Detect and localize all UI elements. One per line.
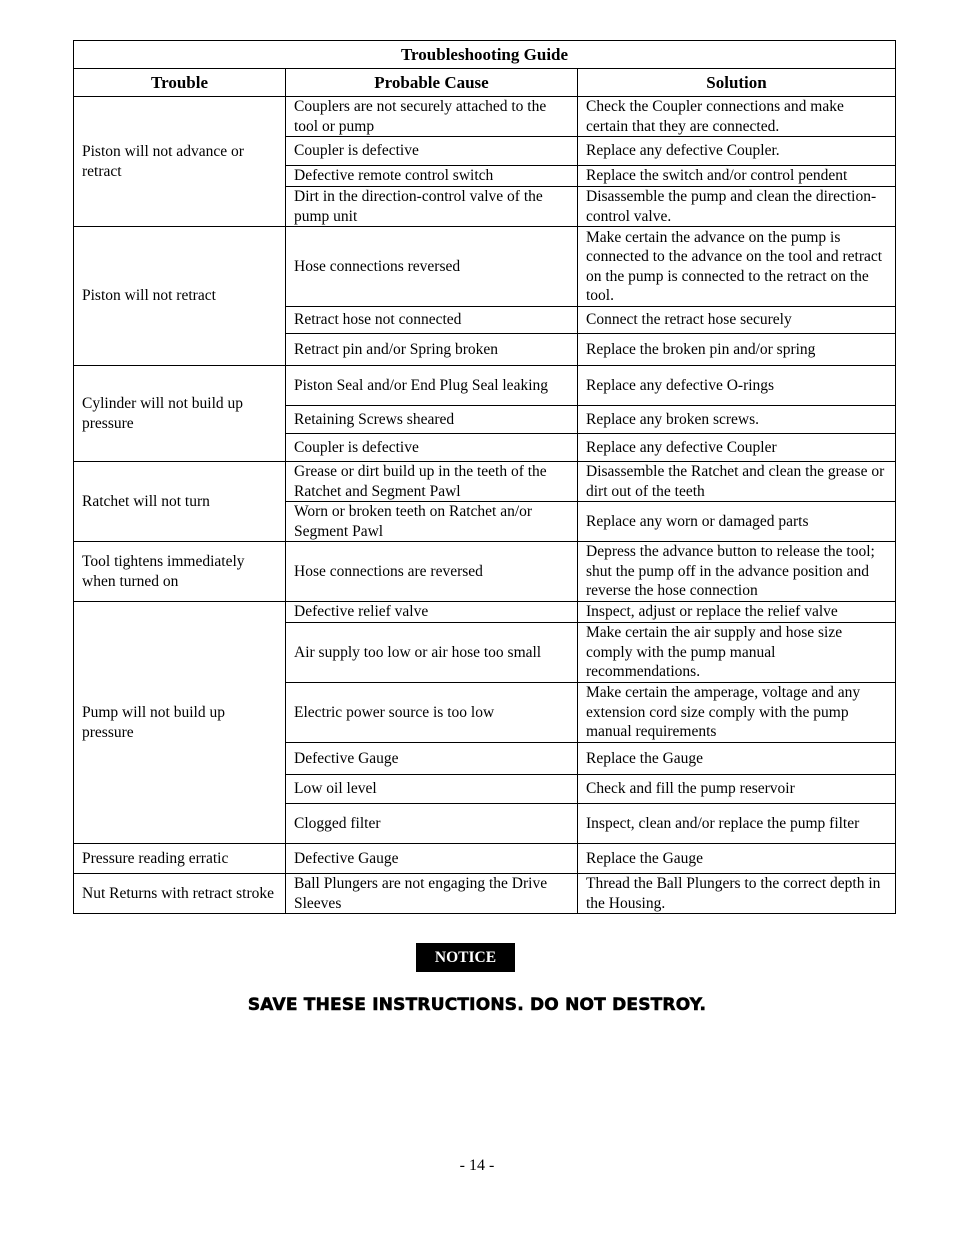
solution-cell: Make certain the air supply and hose size comply with the pump manual recommendations.	[578, 623, 896, 683]
troubleshooting-table	[73, 40, 896, 914]
cause-cell: Hose connections reversed	[286, 227, 578, 307]
solution-cell: Replace any worn or damaged parts	[578, 502, 896, 542]
cause-cell: Dirt in the direction-control valve of the pump unit	[286, 187, 578, 227]
table-row	[74, 366, 896, 406]
solution-cell: Disassemble the Ratchet and clean the grease or dirt out of the teeth	[578, 462, 896, 502]
trouble-cell: Pressure reading erratic	[74, 844, 286, 874]
table-title: Troubleshooting Guide	[74, 41, 896, 69]
cause-cell: Defective relief valve	[286, 602, 578, 623]
solution-cell: Replace any defective O-rings	[578, 366, 896, 406]
trouble-cell: Piston will not retract	[74, 227, 286, 366]
trouble-cell: Piston will not advance or retract	[74, 97, 286, 227]
trouble-cell: Nut Returns with retract stroke	[74, 874, 286, 914]
trouble-cell: Tool tightens immediately when turned on	[74, 542, 286, 602]
solution-cell: Depress the advance button to release the tool; shut the pump off in the advance position and reverse the hose connection	[578, 542, 896, 602]
notice-badge: NOTICE	[416, 943, 515, 972]
cause-cell: Low oil level	[286, 775, 578, 804]
cause-cell: Clogged filter	[286, 804, 578, 844]
cause-cell: Piston Seal and/or End Plug Seal leaking	[286, 366, 578, 406]
table-body	[74, 97, 896, 914]
solution-cell: Check the Coupler connections and make certain that they are connected.	[578, 97, 896, 137]
table-row	[74, 874, 896, 914]
solution-cell: Replace the Gauge	[578, 844, 896, 874]
cause-cell: Retract hose not connected	[286, 307, 578, 334]
solution-cell: Disassemble the pump and clean the direction-control valve.	[578, 187, 896, 227]
cause-cell: Coupler is defective	[286, 434, 578, 462]
solution-cell: Thread the Ball Plungers to the correct depth in the Housing.	[578, 874, 896, 914]
cause-cell: Retaining Screws sheared	[286, 406, 578, 434]
save-instructions-text: SAVE THESE INSTRUCTIONS. DO NOT DESTROY.	[247, 995, 707, 1015]
cause-cell: Coupler is defective	[286, 137, 578, 166]
solution-cell: Replace any defective Coupler.	[578, 137, 896, 166]
table-row	[74, 542, 896, 602]
cause-cell: Worn or broken teeth on Ratchet an/or Segment Pawl	[286, 502, 578, 542]
cause-cell: Retract pin and/or Spring broken	[286, 334, 578, 366]
trouble-cell: Ratchet will not turn	[74, 462, 286, 542]
table-row	[74, 602, 896, 623]
trouble-cell: Pump will not build up pressure	[74, 602, 286, 844]
solution-cell: Inspect, adjust or replace the relief valve	[578, 602, 896, 623]
table-row	[74, 462, 896, 502]
cause-cell: Ball Plungers are not engaging the Drive Sleeves	[286, 874, 578, 914]
cause-cell: Defective Gauge	[286, 844, 578, 874]
cause-cell: Electric power source is too low	[286, 683, 578, 743]
table-row	[74, 97, 896, 137]
solution-cell: Make certain the amperage, voltage and any extension cord size comply with the pump manual requirements	[578, 683, 896, 743]
table-row	[74, 844, 896, 874]
solution-cell: Replace any broken screws.	[578, 406, 896, 434]
trouble-cell: Cylinder will not build up pressure	[74, 366, 286, 462]
solution-cell: Replace the broken pin and/or spring	[578, 334, 896, 366]
page-number: - 14 -	[459, 1157, 495, 1174]
header-solution: Solution	[578, 69, 896, 97]
solution-cell: Replace the Gauge	[578, 743, 896, 775]
solution-cell: Connect the retract hose securely	[578, 307, 896, 334]
cause-cell: Grease or dirt build up in the teeth of the Ratchet and Segment Pawl	[286, 462, 578, 502]
cause-cell: Defective remote control switch	[286, 166, 578, 187]
solution-cell: Replace any defective Coupler	[578, 434, 896, 462]
cause-cell: Couplers are not securely attached to the tool or pump	[286, 97, 578, 137]
solution-cell: Inspect, clean and/or replace the pump filter	[578, 804, 896, 844]
cause-cell: Defective Gauge	[286, 743, 578, 775]
table-row	[74, 227, 896, 307]
header-trouble: Trouble	[74, 69, 286, 97]
cause-cell: Hose connections are reversed	[286, 542, 578, 602]
cause-cell: Air supply too low or air hose too small	[286, 623, 578, 683]
solution-cell: Replace the switch and/or control pendent	[578, 166, 896, 187]
header-probable-cause: Probable Cause	[286, 69, 578, 97]
solution-cell: Check and fill the pump reservoir	[578, 775, 896, 804]
solution-cell: Make certain the advance on the pump is connected to the advance on the tool and retract on the pump is connected to the retract on the tool.	[578, 227, 896, 307]
